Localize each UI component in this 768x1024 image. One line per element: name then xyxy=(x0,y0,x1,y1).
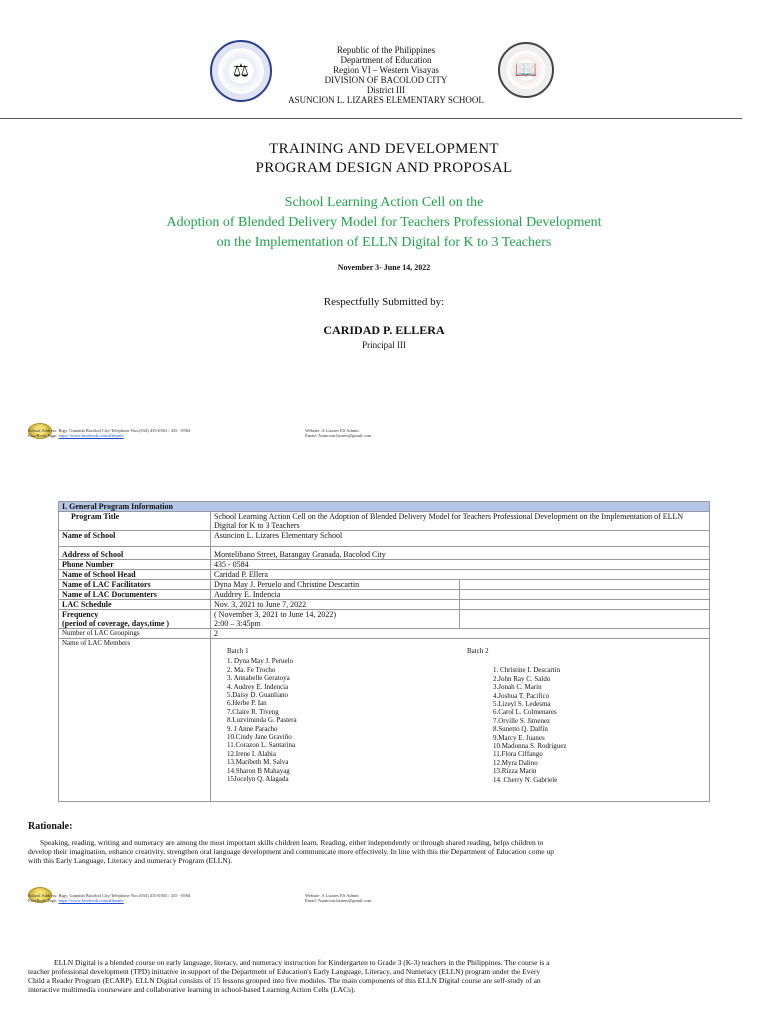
list-item: 11.Flora Ciffango xyxy=(493,750,543,759)
footer-address: School Address: Brgy. Granada Bacolod City/Telephone Nos.(034) 435-0303 / 435 - 0584 xyxy=(28,428,191,433)
list-item: 12.Irene I. Alabia xyxy=(227,749,276,758)
list-item: 7.Claire R. Tiveng xyxy=(227,707,279,716)
list-item: 2.John Ray C. Saldo xyxy=(493,674,551,683)
list-item: 13.Rizza Marin xyxy=(493,767,537,776)
schedule-extra xyxy=(460,600,710,610)
footer-website-2: Website: A Lizares ES Admin xyxy=(305,893,359,898)
batch-1-list xyxy=(227,647,447,784)
school-name-value: Asuncion L. Lizares Elementary School xyxy=(211,531,710,547)
list-item: 6.Carol L. Colmenares xyxy=(493,708,557,717)
header-line-3: Region VI – Western Visayas xyxy=(333,65,439,75)
documenters-value: Auddrey E. Indencia xyxy=(211,590,460,600)
header-line-1: Republic of the Philippines xyxy=(336,45,436,55)
list-item: 2. Ma. Fe Trocho xyxy=(227,665,276,674)
list-item: 4.Joshua T. Pacifico xyxy=(493,691,550,700)
footer-right xyxy=(305,428,505,438)
phone-label: Phone Number xyxy=(59,560,211,570)
frequency-label-1: Frequency xyxy=(62,610,99,619)
school-head-value: Caridad P. Ellera xyxy=(211,570,710,580)
section-heading: I. General Program Information xyxy=(59,502,710,512)
header-line-6: ASUNCION L. LIZARES ELEMENTARY SCHOOL xyxy=(288,95,484,105)
list-item: 12.Myra Dalino xyxy=(493,758,538,767)
frequency-value-2: 2:00 – 3:45pm xyxy=(214,619,261,628)
footer-website: Website: A Lizares ES Admin xyxy=(305,428,359,433)
footer-fb-label-2: FaceBook Page: xyxy=(28,898,58,903)
facilitators-value: Dyna May J. Peruelo and Christine Descartin xyxy=(211,580,460,590)
list-item: 13.Maribeth M. Salva xyxy=(227,758,289,767)
footer-email: Email: Asuncion.lizares@gmail.com xyxy=(305,433,372,438)
footer-right-2 xyxy=(305,893,505,903)
school-head-label: Name of School Head xyxy=(59,570,211,580)
batch-1-title: Batch 1 xyxy=(227,647,249,655)
header-line-5: District III xyxy=(366,85,406,95)
program-title-value: School Learning Action Cell on the Adoption of Blended Delivery Model for Teachers Professional Development on the Implementation of ELLN Digital for K to 3 Teachers xyxy=(211,512,710,531)
list-item: 8.Sunetto Q. Dalfin xyxy=(493,725,548,734)
list-item: 1. Dyna May J. Peruelo xyxy=(227,657,294,666)
program-dates: November 3- June 14, 2022 xyxy=(337,263,431,272)
groupings-label: Number of LAC Groupings xyxy=(59,629,211,639)
school-address-value: Montelibano Street, Barangay Granada, Bacolod City xyxy=(211,547,710,560)
footer-fb-link[interactable]: https://www.facebook.com/allesinfo xyxy=(58,433,124,438)
list-item: 3. Annabelle Geratoya xyxy=(227,674,290,683)
footer-left xyxy=(28,428,268,438)
schedule-value: Nov. 3, 2021 to June 7, 2022 xyxy=(211,600,460,610)
school-name-label: Name of School xyxy=(59,531,211,547)
school-address-label: Address of School xyxy=(59,547,211,560)
program-title-label: Program Title xyxy=(59,512,211,531)
list-item: 15Jocelyn Q. Alagada xyxy=(227,775,289,784)
footer-address-2: School Address: Brgy. Granada Bacolod City/Telephone Nos.(034) 435-0303 / 435 - 0584 xyxy=(28,893,191,898)
list-item: 8.Luzviminda G. Pastera xyxy=(227,716,297,725)
frequency-label-2: (period of coverage, days,time ) xyxy=(62,619,170,628)
list-item: 5.Lizeyl S. Ledesma xyxy=(493,700,551,709)
list-item: 9. J Anne Paracho xyxy=(227,724,278,733)
rationale-heading: Rationale: xyxy=(28,821,73,832)
book-icon: 📖 xyxy=(514,59,538,81)
general-info-table xyxy=(58,501,710,802)
list-item: 6.Herbe P. Ian xyxy=(227,699,267,708)
frequency-value-1: ( November 3, 2021 to June 14, 2022) xyxy=(214,610,336,619)
facilitators-extra xyxy=(460,580,710,590)
footer-email-2: Email: Asuncion.lizares@gmail.com xyxy=(305,898,372,903)
footer-fb-link-2[interactable]: https://www.facebook.com/allesinfo xyxy=(58,898,124,903)
frequency-value xyxy=(211,610,460,629)
documenters-extra xyxy=(460,590,710,600)
list-item: 9.Marcy E. Juanes xyxy=(493,733,545,742)
header-divider xyxy=(0,118,742,119)
subtitle-2: Adoption of Blended Delivery Model for Teachers Professional Development xyxy=(166,215,602,230)
footer-left-2 xyxy=(28,893,268,903)
seal-icon: ⚖ xyxy=(232,60,250,82)
list-item: 10.Madonna S. Rodriguez xyxy=(493,742,567,751)
list-item: 14. Cherry N. Gabriele xyxy=(493,775,558,784)
batch-2-title: Batch 2 xyxy=(467,647,489,655)
subtitle-3: on the Implementation of ELLN Digital for K to 3 Teachers xyxy=(216,235,552,250)
list-item: 7.Orville S. Jimenez xyxy=(493,716,551,725)
main-title-1: TRAINING AND DEVELOPMENT xyxy=(269,141,499,157)
members-label: Name of LAC Members xyxy=(59,639,211,802)
documenters-label: Name of LAC Documenters xyxy=(59,590,211,600)
list-item: 5.Daisy D. Guanliano xyxy=(227,691,289,700)
letterhead xyxy=(258,45,514,105)
submitter-name: CARIDAD P. ELLERA xyxy=(323,323,445,337)
facilitators-label: Name of LAC Facilitators xyxy=(59,580,211,590)
batch-2-list xyxy=(467,647,707,784)
list-item: 10.Cindy Jane Graviño xyxy=(227,733,292,742)
main-title-2: PROGRAM DESIGN AND PROPOSAL xyxy=(255,160,513,176)
header-line-2: Department of Education xyxy=(340,55,432,65)
list-item: 4. Audrey E. Indencia xyxy=(227,682,289,691)
subtitle-1: School Learning Action Cell on the xyxy=(284,195,484,210)
header-line-4: DIVISION OF BACOLOD CITY xyxy=(324,75,448,85)
groupings-value: 2 xyxy=(211,629,710,639)
schedule-label: LAC Schedule xyxy=(59,600,211,610)
list-item: 14.Sharon B Mahayag xyxy=(227,766,290,775)
list-item: 1. Christine I. Descartin xyxy=(493,666,561,675)
frequency-label xyxy=(59,610,211,629)
submitted-label: Respectfully Submitted by: xyxy=(323,296,445,308)
submitter-position: Principal III xyxy=(362,340,406,350)
members-cell xyxy=(211,639,710,802)
list-item: 3.Jonah C. Marin xyxy=(493,683,542,692)
phone-value: 435 - 0584 xyxy=(211,560,710,570)
rationale-paragraph-1: Speaking, reading, writing and numeracy are among the most important skills children learn. Reading, either independently or through shared reading, helps children to develop their imagination, enhance creativity, strengthen oral language development and communicate more effectively. In line with this the Department of Education come up with this Early Language, Literacy and numeracy Program (ELLN). xyxy=(28,838,554,865)
rationale-paragraph-2: ELLN Digital is a blended course on early language, literacy, and numeracy instruction for Kindergarten to Grade 3 (K-3) teachers in the Philippines. The course is a teacher professional development (TPD) initiative in support of the Department of Education's Early Language, Literacy, and Numeracy (ELLN) program under the Every Child a Reader Program (ECARP). ELLN Digital consists of 15 lessons grouped into five modules. The main components of this ELLN Digital course are self-study of an interactive multimedia courseware and collaborative learning in school-based Learning Action Cells (LACs). xyxy=(28,958,550,994)
footer-fb-label: FaceBook Page: xyxy=(28,433,58,438)
frequency-extra xyxy=(460,610,710,629)
list-item: 11.Corazon L. Santarina xyxy=(227,741,296,750)
